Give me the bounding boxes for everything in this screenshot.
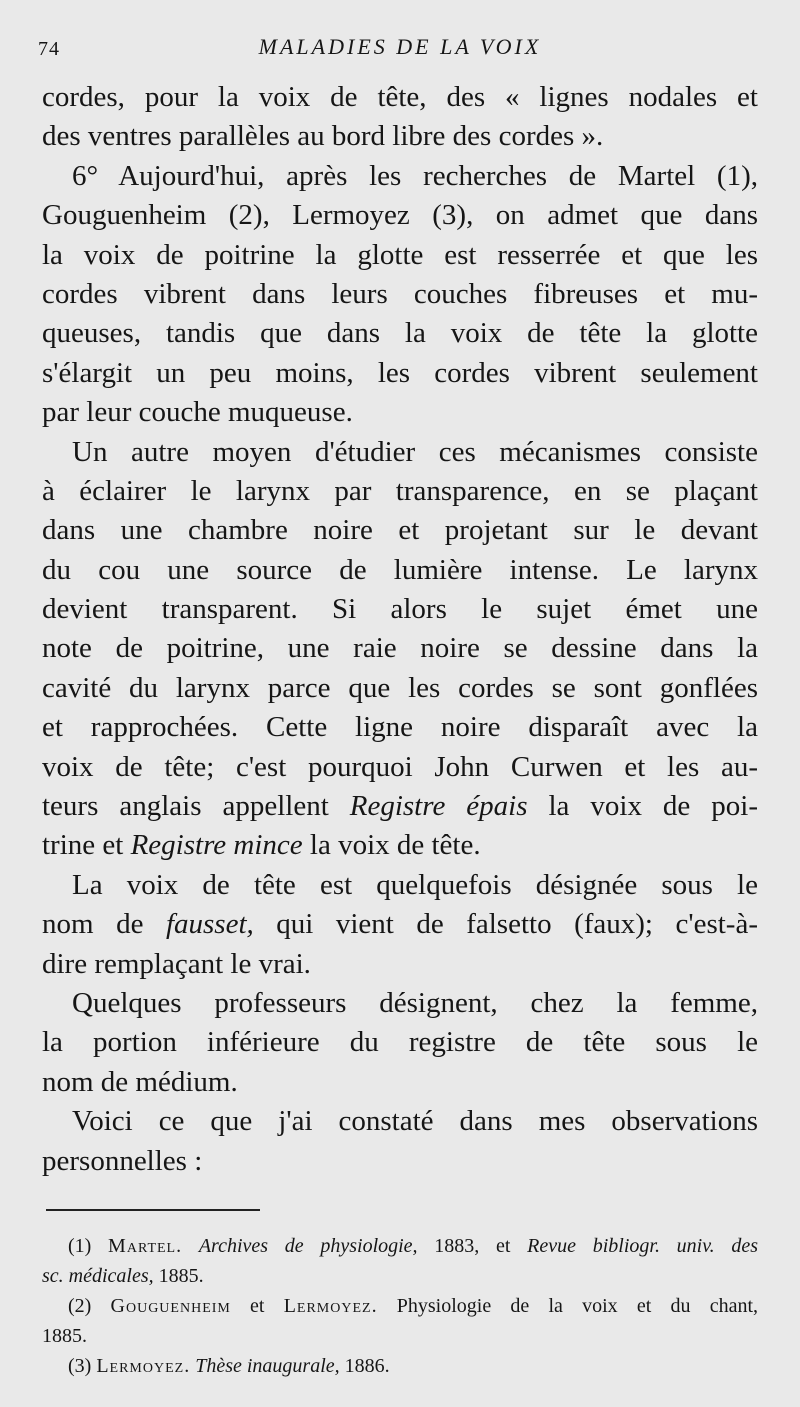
footnote-text: 1885. xyxy=(153,1265,204,1287)
text-line: par leur couche muqueuse. xyxy=(42,396,353,429)
text-line: et rapprochées. Cette ligne noire disparaît avec la xyxy=(42,711,758,744)
paragraph-start-line: Un autre moyen d'étudier ces mécanismes consiste xyxy=(72,435,758,468)
line-segment: la voix de tête. xyxy=(302,829,481,862)
footnote-rule xyxy=(46,1209,260,1211)
footnote-author: Lermoyez. xyxy=(96,1355,191,1377)
footnote-text: 1886. xyxy=(339,1355,390,1377)
text-line xyxy=(42,787,758,826)
italic-term: Registre épais xyxy=(349,790,528,823)
footnote-author: Lermoyez. xyxy=(283,1295,378,1317)
paragraph-start-line: Quelques professeurs désignent, chez la femme, xyxy=(72,986,758,1019)
footnote-number: (2) xyxy=(68,1295,92,1317)
text-line: des ventres parallèles au bord libre des cordes ». xyxy=(42,120,604,153)
text-line: à éclairer le larynx par transparence, en se plaçant xyxy=(42,474,758,507)
line-segment: teurs anglais appellent xyxy=(42,790,350,823)
text-line: note de poitrine, une raie noire se dessine dans la xyxy=(42,632,758,665)
footnote-1 xyxy=(42,1231,758,1261)
running-header xyxy=(0,34,800,64)
running-title: MALADIES DE LA VOIX xyxy=(258,34,542,59)
footnote-text: 1883, et xyxy=(417,1235,528,1257)
footnote-3 xyxy=(42,1351,758,1381)
line-segment: la voix de poi- xyxy=(527,790,759,823)
footnote-number: (3) xyxy=(68,1355,92,1377)
text-line: voix de tête; c'est pourquoi John Curwen et les au- xyxy=(42,750,758,783)
text-line: nom de médium. xyxy=(42,1065,238,1098)
footnote-title: Thèse inaugurale, xyxy=(195,1355,340,1377)
page-number: 74 xyxy=(38,38,60,60)
footnote-number: (1) xyxy=(68,1235,92,1257)
paragraph-start-line: Voici ce que j'ai constaté dans mes observations xyxy=(72,1105,758,1138)
italic-term: fausset, xyxy=(165,908,254,941)
line-segment: nom de xyxy=(42,908,166,941)
footnote-title: sc. médicales, xyxy=(42,1265,154,1287)
footnote-text: Physiologie de la voix et du chant, xyxy=(377,1295,758,1317)
footnote-text: et xyxy=(230,1295,284,1317)
text-line: dans une chambre noire et projetant sur le devant xyxy=(42,514,758,547)
text-line: queuses, tandis que dans la voix de tête la glotte xyxy=(42,317,758,350)
footnote-2-continued: 1885. xyxy=(42,1325,87,1347)
text-line: personnelles : xyxy=(42,1144,203,1177)
footnote-1-continued xyxy=(42,1261,758,1291)
text-line: cavité du larynx parce que les cordes se sont gonflées xyxy=(42,671,758,704)
paragraph-start-line: La voix de tête est quelquefois désignée sous le xyxy=(72,868,758,901)
text-line: la voix de poitrine la glotte est resserrée et que les xyxy=(42,238,758,271)
footnote-2 xyxy=(42,1291,758,1321)
text-line xyxy=(42,905,758,944)
italic-term: Registre mince xyxy=(130,829,303,862)
text-line: devient transparent. Si alors le sujet émet une xyxy=(42,593,758,626)
text-line: dire remplaçant le vrai. xyxy=(42,947,311,980)
footnote-author: Gouguenheim xyxy=(110,1295,231,1317)
text-line: du cou une source de lumière intense. Le larynx xyxy=(42,553,758,586)
line-segment: trine et xyxy=(42,829,131,862)
text-line xyxy=(42,826,758,865)
text-line: s'élargit un peu moins, les cordes vibrent seulement xyxy=(42,356,758,389)
text-line: cordes, pour la voix de tête, des « lignes nodales et xyxy=(42,81,758,113)
paragraph-start-line: 6° Aujourd'hui, après les recherches de Martel (1), xyxy=(72,159,758,192)
body-text xyxy=(42,78,758,1181)
footnote-author: Martel. xyxy=(108,1235,183,1257)
line-segment: qui vient de falsetto (faux); c'est-à- xyxy=(253,908,758,941)
text-line: la portion inférieure du registre de tête sous le xyxy=(42,1026,758,1059)
footnotes xyxy=(42,1231,758,1381)
text-line: cordes vibrent dans leurs couches fibreuses et mu- xyxy=(42,277,758,310)
text-line: Gouguenheim (2), Lermoyez (3), on admet que dans xyxy=(42,199,758,232)
footnote-title: Revue bibliogr. univ. des xyxy=(527,1235,759,1257)
footnote-title: Archives de physiologie, xyxy=(198,1235,418,1257)
